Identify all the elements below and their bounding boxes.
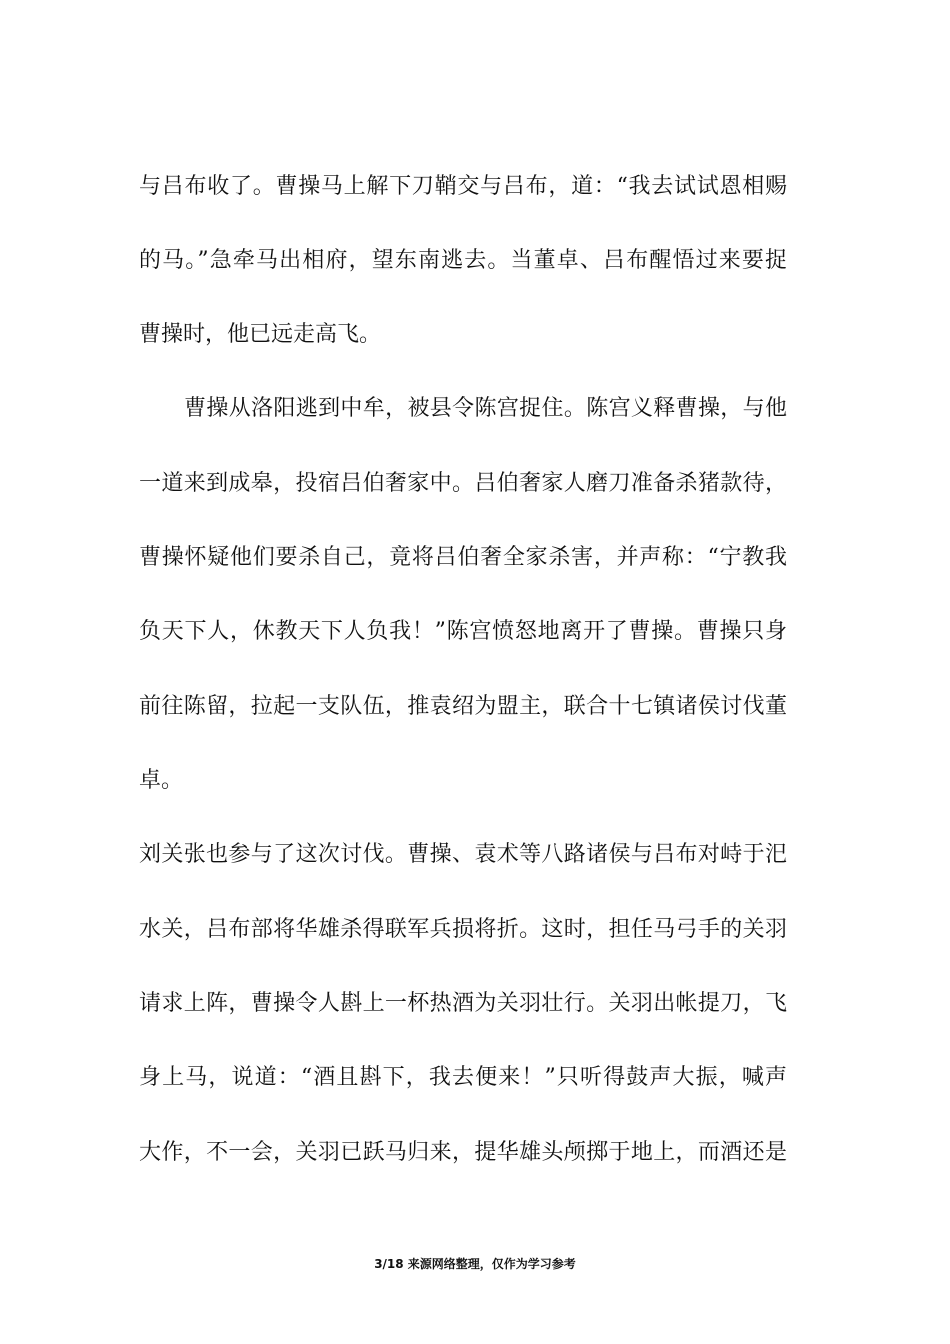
text-line-12: 请求上阵，曹操令人斟上一杯热酒为关羽壮行。关羽出帐提刀，飞 (139, 991, 787, 1016)
text-line-8: 前往陈留，拉起一支队伍，推袁绍为盟主，联合十七镇诸侯讨伐董 (139, 694, 787, 719)
text-line-3: 曹操时，他已远走高飞。 (139, 322, 382, 347)
text-line-9: 卓。 (139, 768, 184, 793)
text-line-1: 与吕布收了。曹操马上解下刀鞘交与吕布，道：“我去试试恩相赐 (139, 174, 787, 199)
text-line-11: 水关，吕布部将华雄杀得联军兵损将折。这时，担任马弓手的关羽 (139, 917, 787, 942)
text-line-5: 一道来到成皋，投宿吕伯奢家中。吕伯奢家人磨刀准备杀猪款待， (139, 471, 787, 496)
page-footer: 3/18 来源网络整理，仅作为学习参考 (374, 1257, 576, 1271)
text-line-2: 的马。”急牵马出相府，望东南逃去。当董卓、吕布醒悟过来要捉 (139, 248, 787, 273)
text-line-7: 负天下人，休教天下人负我！”陈宫愤怒地离开了曹操。曹操只身 (139, 619, 787, 644)
text-line-6: 曹操怀疑他们要杀自己，竟将吕伯奢全家杀害，并声称：“宁教我 (139, 545, 787, 570)
text-line-10: 刘关张也参与了这次讨伐。曹操、袁术等八路诸侯与吕布对峙于汜 (139, 842, 787, 867)
text-line-4: 曹操从洛阳逃到中牟，被县令陈宫捉住。陈宫义释曹操，与他 (184, 396, 787, 421)
text-line-14: 大作，不一会，关羽已跃马归来，提华雄头颅掷于地上，而酒还是 (139, 1140, 787, 1165)
text-line-13: 身上马，说道：“酒且斟下，我去便来！”只听得鼓声大振，喊声 (139, 1065, 787, 1090)
